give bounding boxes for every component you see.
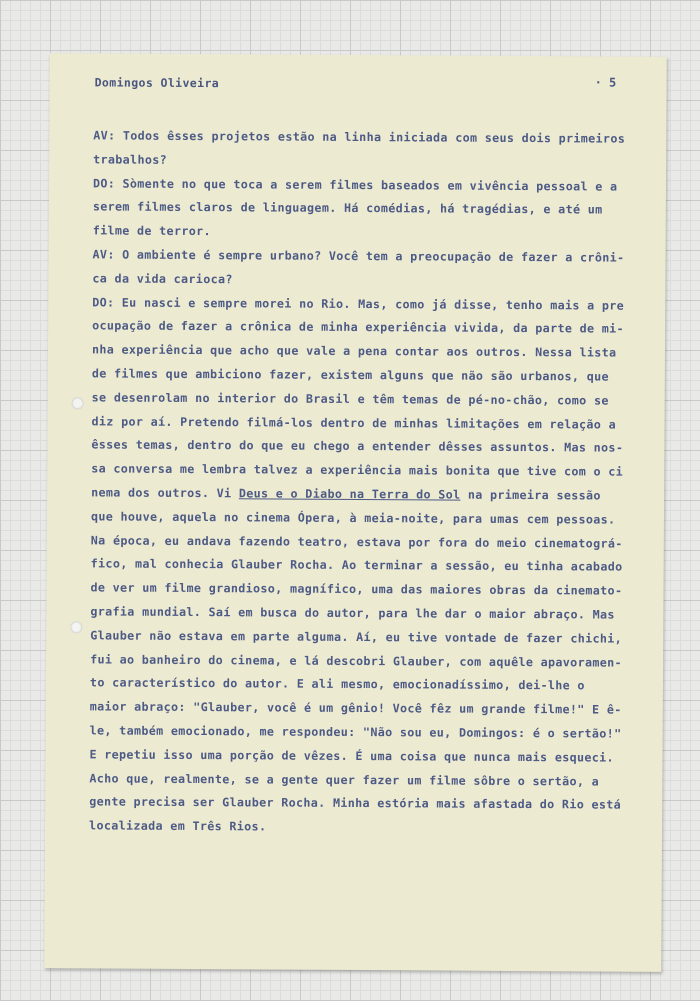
typewritten-page — [44, 53, 667, 972]
text-line: localizada em Três Rios. — [89, 818, 267, 834]
text-line: nha experiência que acho que vale a pena contar aos outros. Nessa lista — [91, 342, 617, 360]
text-line: fico, mal conhecia Glauber Rocha. Ao terminar a sessão, eu tinha acabado — [90, 556, 623, 574]
text-line: AV: Todos êsses projetos estão na linha iniciada com seus dois primeiros — [93, 128, 626, 146]
text-line: sa conversa me lembra talvez a experiência mais bonita que tive com o ci — [91, 461, 624, 479]
text-line: diz por aí. Pretendo filmá-los dentro de minhas limitações em relação a — [91, 413, 617, 432]
text-line: le, também emocionado, me respondeu: "Não sou eu, Domingos: é o sertão!" — [89, 723, 622, 741]
text-line: DO: Eu nasci e sempre morei no Rio. Mas, como já disse, tenho mais a pre — [92, 294, 625, 313]
text-line: Acho que, realmente, se a gente quer fazer um filme sôbre o sertão, a — [89, 770, 600, 789]
text-line: Glauber não estava em parte alguma. Aí, eu tive vontade de fazer chichi, — [90, 628, 623, 646]
text-line: DO: Sòmente no que toca a serem filmes baseados em vivência pessoal e a — [92, 175, 618, 194]
text-line: gente precisa ser Glauber Rocha. Minha estória mais afastada do Rio está — [89, 794, 622, 812]
page-number: · 5 — [594, 75, 617, 90]
text-line: maior abraço: "Glauber, você é um gênio! Você fêz um grande filme!" E ê- — [89, 699, 622, 717]
film-title: Deus e o Diabo na Terra do Sol — [238, 486, 461, 502]
text-line: trabalhos? — [93, 152, 168, 167]
text-line: que houve, aquela no cinema Ópera, à meia-noite, para umas cem pessoas. — [90, 509, 616, 527]
text-line: ca da vida carioca? — [92, 271, 233, 287]
header-author: Domingos Oliveira — [94, 75, 220, 91]
interview-text — [89, 124, 653, 841]
text-line: filme de terror. — [92, 223, 211, 239]
text-line: se desenrolam no interior do Brasil e têm temas de pé-no-chão, como se — [91, 390, 609, 408]
punch-hole — [70, 621, 82, 633]
punch-hole — [72, 397, 84, 409]
text-line: grafia mundial. Saí em busca do autor, para lhe dar o maior abraço. Mas — [90, 604, 615, 622]
text-line: de ver um filme grandioso, magnífico, uma das maiores obras da cinemato- — [90, 580, 623, 598]
text-line: E repetiu isso uma porção de vêzes. É uma coisa que nunca mais esqueci. — [89, 747, 615, 765]
text-line: de filmes que ambiciono fazer, existem alguns que não são urbanos, que — [91, 366, 609, 384]
text-line: nema dos outros. Vi Deus e o Diabo na Terra do Sol na primeira sessão — [91, 485, 601, 503]
text-line: êsses temas, dentro do que eu chego a entender dêsses assuntos. Mas nos- — [91, 437, 624, 455]
text-line: serem filmes claros de linguagem. Há comédias, há tragédias, e até um — [92, 199, 603, 217]
text-line: Na época, eu andava fazendo teatro, estava por fora do meio cinematográ- — [90, 532, 623, 551]
text-line: AV: O ambiente é sempre urbano? Você tem a preocupação de fazer a crôni- — [92, 247, 625, 265]
text-line: to característico do autor. E ali mesmo, emocionadíssimo, dei-lhe o — [89, 675, 585, 693]
text-line: ocupação de fazer a crônica de minha experiência vivida, da parte de mi- — [92, 318, 624, 337]
text-line: fui ao banheiro do cinema, e lá descobri Glauber, com aquêle apavoramen- — [90, 651, 622, 670]
